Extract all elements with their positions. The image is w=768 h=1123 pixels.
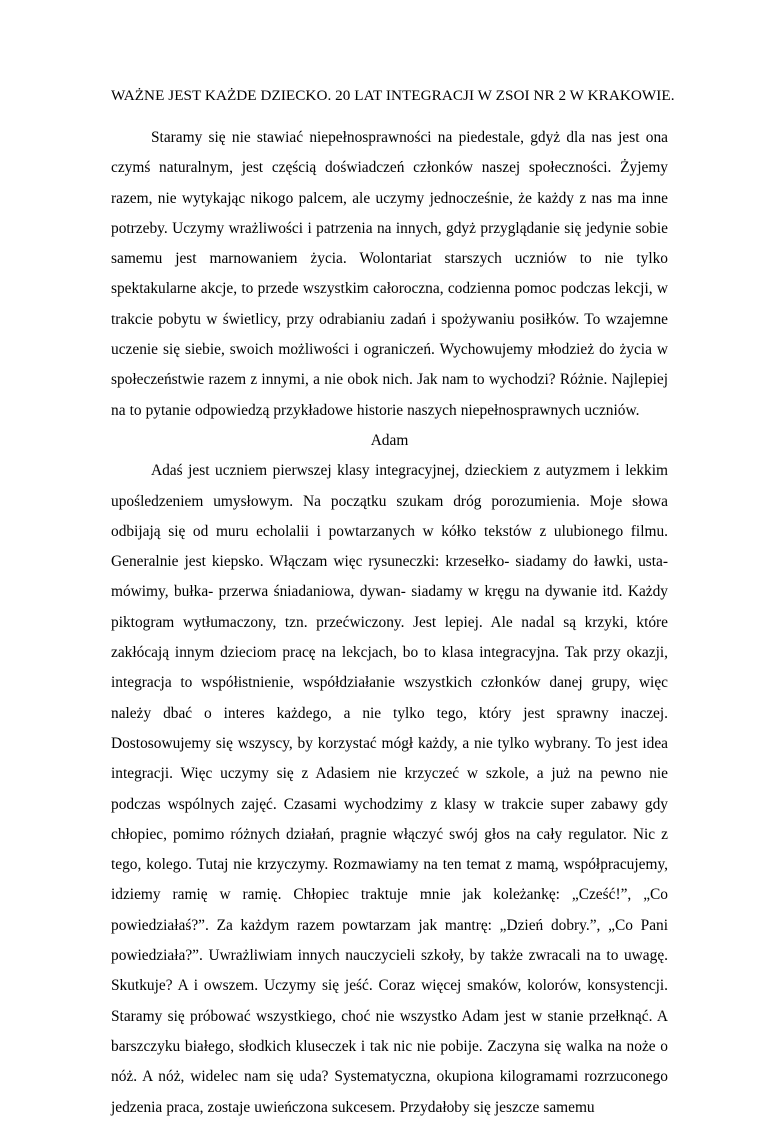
section-paragraph: Adaś jest uczniem pierwszej klasy integracyjnej, dzieckiem z autyzmem i lekkim upośledzeniem umysłowym. Na początku szukam dróg porozumienia. Moje słowa odbijają się od muru echolalii i powtarzanych w kółko tekstów z ulubionego filmu. Generalnie jest kiepsko. Włączam więc rysuneczki: krzesełko- siadamy do ławki, usta- mówimy, bułka- przerwa śniadaniowa, dywan- siadamy w kręgu na dywanie itd. Każdy piktogram wytłumaczony, tzn. przećwiczony. Jest lepiej. Ale nadal są krzyki, które zakłócają innym dzieciom pracę na lekcjach, bo to klasa integracyjna. Tak przy okazji, integracja to współistnienie, współdziałanie wszystkich członków danej grupy, więc należy dbać o interes każdego, a nie tylko tego, który jest sprawny inaczej. Dostosowujemy się wszyscy, by korzystać mógł każdy, a nie tylko wybrany. To jest idea integracji. Więc uczymy się z Adasiem nie krzyczeć w szkole, a już na pewno nie podczas wspólnych zajęć. Czasami wychodzimy z klasy w trakcie super zabawy gdy chłopiec, pomimo różnych działań, pragnie włączyć swój głos na cały regulator. Nic z tego, kolego. Tutaj nie krzyczymy. Rozmawiamy na ten temat z mamą, współpracujemy, idziemy ramię w ramię. Chłopiec traktuje mnie jak koleżankę: „Cześć!”, „Co powiedziałaś?”. Za każdym razem powtarzam jak mantrę: „Dzień dobry.”, „Co Pani powiedziała?”. Uwrażliwiam innych nauczycieli szkoły, by także zwracali na to uwagę. Skutkuje? A i owszem. Uczymy się jeść. Coraz więcej smaków, kolorów, konsystencji. Staramy się próbować wszystkiego, choć nie wszystko Adam jest w stanie przełknąć. A barszczyku białego, słodkich kluseczek i tak nic nie pobije. Zaczyna się walka na noże o nóż. A nóż, widelec nam się uda? Systematyczna, okupiona kilogramami rozrzuconego jedzenia praca, zostaje uwieńczona sukcesem. Przydałoby się jeszcze samemu [111, 462, 668, 1116]
section-heading: Adam [370, 431, 409, 449]
document-title: WAŻNE JEST KAŻDE DZIECKO. 20 LAT INTEGRACJI W ZSOI NR 2 W KRAKOWIE. [111, 87, 675, 104]
intro-paragraph: Staramy się nie stawiać niepełnosprawności na piedestale, gdyż dla nas jest ona czymś naturalnym, jest częścią doświadczeń członków naszej społeczności. Żyjemy razem, nie wytykając nikogo palcem, ale uczymy jednocześnie, że każdy z nas ma inne potrzeby. Uczymy wrażliwości i patrzenia na innych, gdyż przyglądanie się jedynie sobie samemu jest marnowaniem życia. Wolontariat starszych uczniów to nie tylko spektakularne akcje, to przede wszystkim całoroczna, codzienna pomoc podczas lekcji, w trakcie pobytu w świetlicy, przy odrabianiu zadań i spożywaniu posiłków. To wzajemne uczenie się siebie, swoich możliwości i ograniczeń. Wychowujemy młodzież do życia w społeczeństwie razem z innymi, a nie obok nich. Jak nam to wychodzi? Różnie. Najlepiej na to pytanie odpowiedzą przykładowe historie naszych niepełnosprawnych uczniów. [111, 129, 668, 419]
